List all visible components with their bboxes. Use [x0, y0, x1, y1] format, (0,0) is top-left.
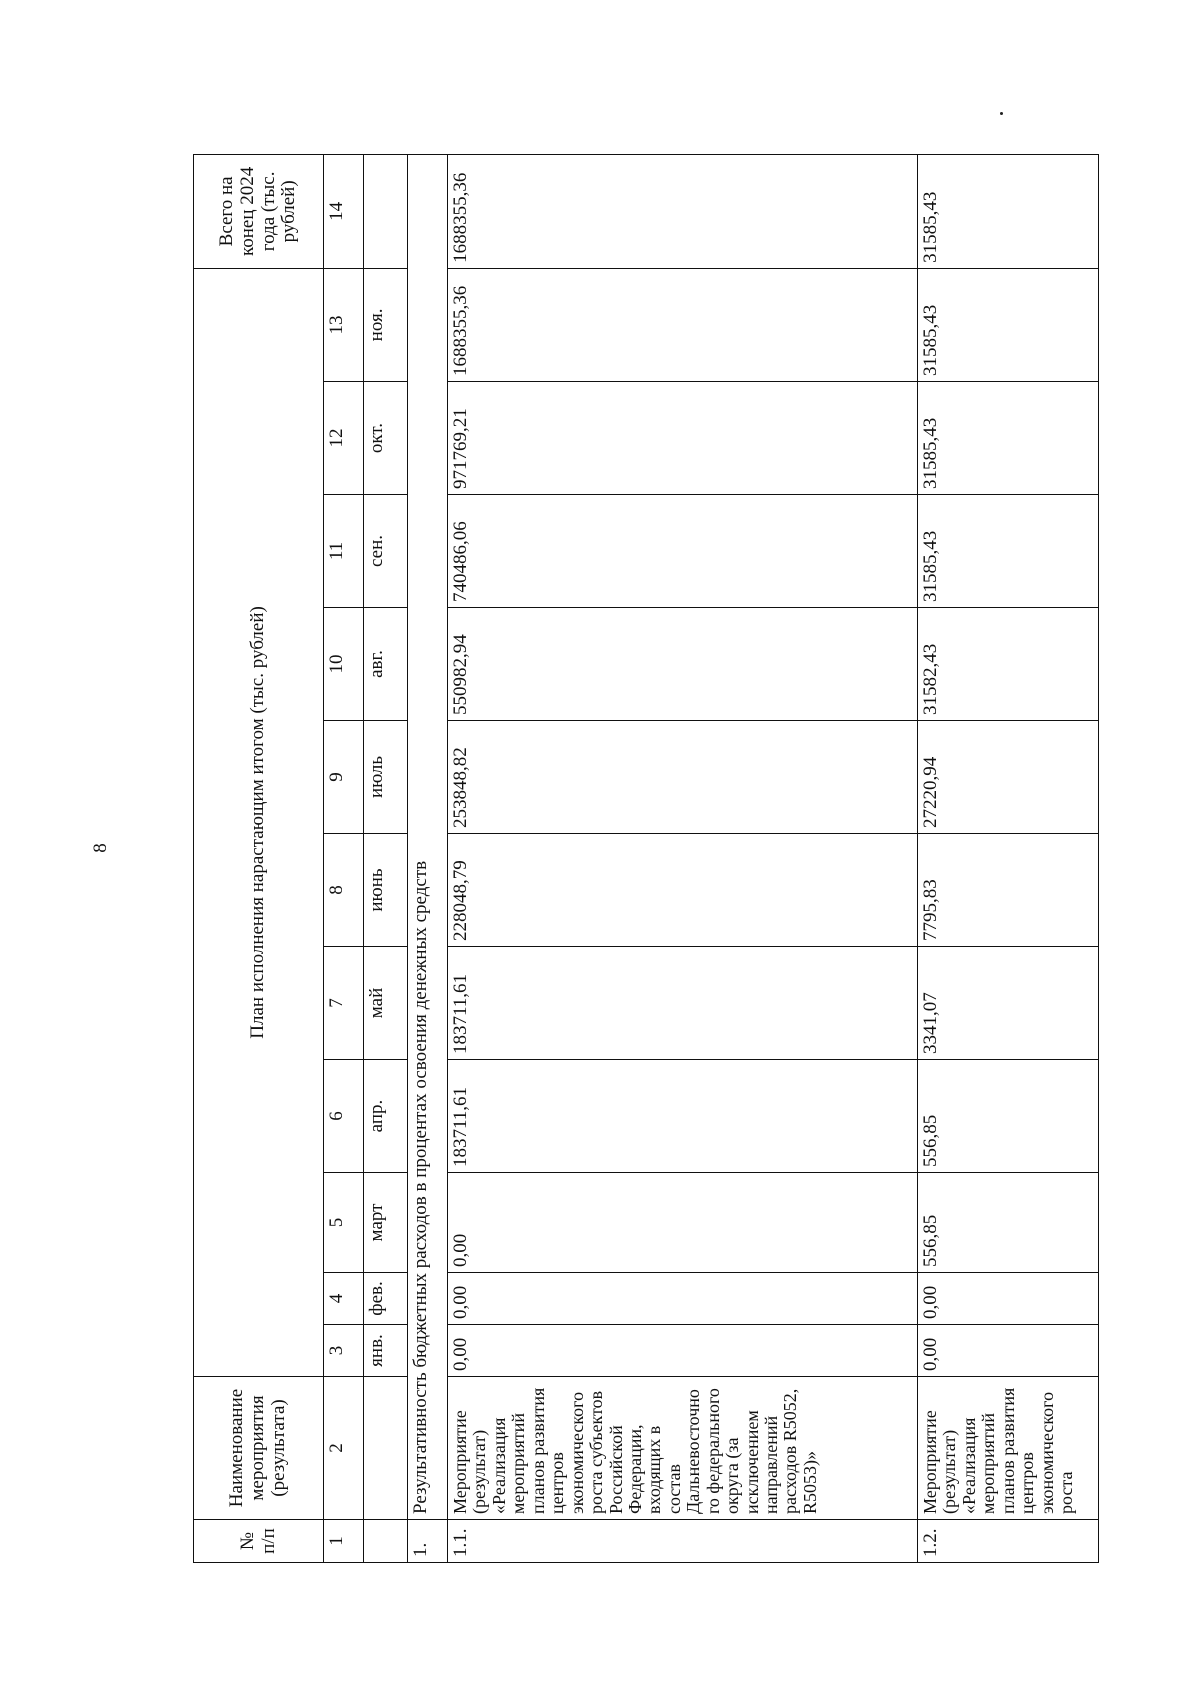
month-label: март [364, 1173, 408, 1273]
month-label: июль [364, 721, 408, 834]
column-number-row [324, 154, 364, 1562]
month-label: окт. [364, 382, 408, 495]
month-label: авг. [364, 608, 408, 721]
header-row [194, 154, 324, 1562]
empty-cell [364, 1520, 408, 1563]
month-label: апр. [364, 1060, 408, 1173]
month-label: ноя. [364, 268, 408, 381]
month-label: июнь [364, 834, 408, 947]
page-number: 8 [89, 843, 111, 853]
execution-plan-table [193, 154, 1099, 1563]
row-name: Мероприятие (результат) «Реализация мероприятий планов развития центров экономического роста [918, 1377, 1099, 1520]
col-number: 3 [324, 1325, 364, 1377]
value-cell: 550982,94 [448, 608, 918, 721]
value-cell: 0,00 [918, 1325, 1099, 1377]
value-cell: 0,00 [448, 1325, 918, 1377]
value-cell: 31582,43 [918, 608, 1099, 721]
value-cell: 253848,82 [448, 721, 918, 834]
month-label: фев. [364, 1273, 408, 1325]
value-cell: 183711,61 [448, 1060, 918, 1173]
month-label: май [364, 947, 408, 1060]
header-num: № п/п [194, 1520, 324, 1563]
empty-cell [364, 154, 408, 268]
rotated-table-wrapper [193, 158, 1098, 1563]
value-cell: 971769,21 [448, 382, 918, 495]
value-cell: 31585,43 [918, 154, 1099, 268]
value-cell: 0,00 [448, 1273, 918, 1325]
header-total: Всего на конец 2024 года (тыс. рублей) [194, 154, 324, 268]
col-number: 7 [324, 947, 364, 1060]
scan-speck [1000, 112, 1003, 115]
section-title: Результативность бюджетных расходов в процентах освоения денежных средств [408, 154, 448, 1519]
value-cell: 1688355,36 [448, 154, 918, 268]
value-cell: 31585,43 [918, 382, 1099, 495]
col-number: 8 [324, 834, 364, 947]
col-number: 4 [324, 1273, 364, 1325]
value-cell: 27220,94 [918, 721, 1099, 834]
header-name: Наименование мероприятия (результата) [194, 1377, 324, 1520]
value-cell: 556,85 [918, 1173, 1099, 1273]
value-cell: 0,00 [448, 1173, 918, 1273]
col-number: 9 [324, 721, 364, 834]
row-num: 1.1. [448, 1520, 918, 1563]
value-cell: 740486,06 [448, 495, 918, 608]
value-cell: 31585,43 [918, 495, 1099, 608]
section-num: 1. [408, 1520, 448, 1563]
value-cell: 228048,79 [448, 834, 918, 947]
table-row [918, 154, 1099, 1562]
value-cell: 183711,61 [448, 947, 918, 1060]
col-number: 6 [324, 1060, 364, 1173]
value-cell: 1688355,36 [448, 268, 918, 381]
value-cell: 3341,07 [918, 947, 1099, 1060]
col-number: 1 [324, 1520, 364, 1563]
col-number: 2 [324, 1377, 364, 1520]
month-label: янв. [364, 1325, 408, 1377]
month-row [364, 154, 408, 1562]
value-cell: 7795,83 [918, 834, 1099, 947]
section-row [408, 154, 448, 1562]
month-label: сен. [364, 495, 408, 608]
value-cell: 0,00 [918, 1273, 1099, 1325]
col-number: 10 [324, 608, 364, 721]
value-cell: 556,85 [918, 1060, 1099, 1173]
row-name: Мероприятие (результат) «Реализация мероприятий планов развития центров экономического роста субъектов Российской Федерации, входящих в состав Дальневосточного федерального округа (за исключением направлений расходов R5052, R5053)» [448, 1377, 918, 1520]
table-row [448, 154, 918, 1562]
header-plan: План исполнения нарастающим итогом (тыс. рублей) [194, 268, 324, 1376]
col-number: 14 [324, 154, 364, 268]
col-number: 11 [324, 495, 364, 608]
empty-cell [364, 1377, 408, 1520]
col-number: 12 [324, 382, 364, 495]
value-cell: 31585,43 [918, 268, 1099, 381]
row-num: 1.2. [918, 1520, 1099, 1563]
col-number: 5 [324, 1173, 364, 1273]
col-number: 13 [324, 268, 364, 381]
